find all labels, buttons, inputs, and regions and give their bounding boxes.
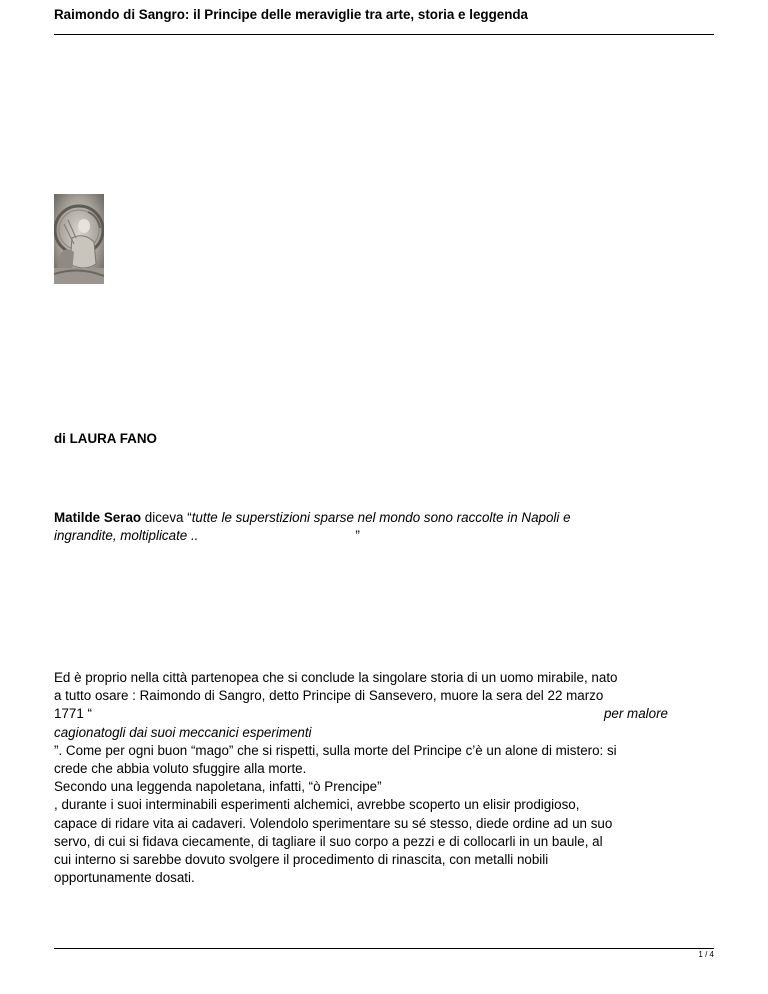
body-line-4 [54,724,714,742]
quote-close-mark: ” [355,528,360,543]
page-number: 1 / 4 [698,950,714,959]
body-line-2: a tutto osare : Raimondo di Sangro, detto Principe di Sansevero, muore la sera del 22 marzo [54,688,604,704]
body-line-10: servo, di cui si fidava ciecamente, di tagliare il suo corpo a pezzi e di collocarli in un baule, al [54,833,603,849]
author-byline: di LAURA FANO [54,431,157,446]
quote-text-line-1: tutte le superstizioni sparse nel mondo sono raccolte in Napoli e [191,510,571,525]
body-line-5: ”. Come per ogni buon “mago” che si rispetti, sulla morte del Principe c’è un alone di mistero: si [54,742,617,758]
header-divider [54,34,714,35]
body-line-3 [54,705,714,723]
body-line-1: Ed è proprio nella città partenopea che si conclude la singolare storia di un uomo mirabile, nato [54,670,618,685]
body-line-11: cui interno si sarebbe dovuto svolgere il procedimento di rinascita, con metalli nobili [54,852,549,868]
body-italic-esperimenti: cagionatogli dai suoi meccanici esperimenti [54,724,312,740]
body-line-12: opportunamente dosati. [54,870,195,886]
footer-divider [54,948,714,949]
quote-author-name: Matilde Serao [54,510,142,525]
body-line-6: crede che abbia voluto sfuggire alla morte. [54,761,307,777]
relief-portrait-image [54,194,104,284]
serao-quote [54,509,714,545]
quote-verb: diceva “ [141,510,192,525]
body-line-9: capace di ridare vita ai cadaveri. Volendolo sperimentare su sé stesso, diede ordine ad un suo [54,815,613,831]
body-italic-malore: per malore [603,706,668,722]
article-body [54,669,714,887]
quote-text-line-2: ingrandite, moltiplicate .. [54,528,199,543]
page-header-title: Raimondo di Sangro: il Principe delle meraviglie tra arte, storia e leggenda [54,7,529,22]
body-line-7: Secondo una leggenda napoletana, infatti, “ò Prencipe” [54,779,382,795]
body-line-8: , durante i suoi interminabili esperimenti alchemici, avrebbe scoperto un elisir prodigioso, [54,797,580,813]
body-line-3-start: 1771 “ [54,706,92,722]
